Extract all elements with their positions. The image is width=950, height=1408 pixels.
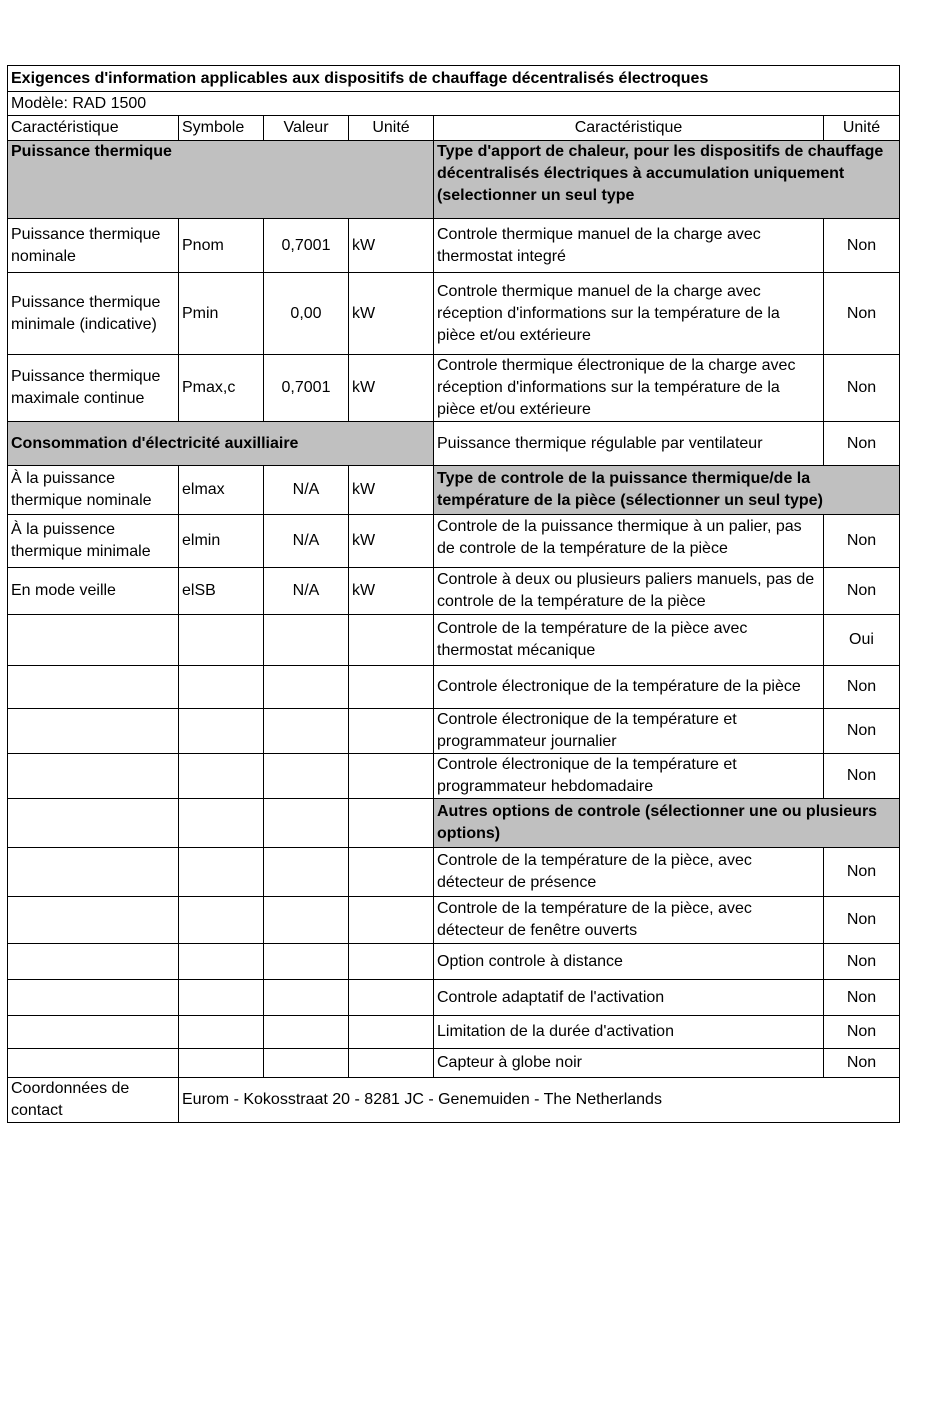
- option-value: Non: [824, 980, 900, 1016]
- option-label: Controle thermique manuel de la charge avec thermostat integré: [434, 219, 824, 273]
- empty-cell: [349, 666, 434, 709]
- empty-cell: [8, 666, 179, 709]
- option-label: Puissance thermique régulable par ventilateur: [434, 422, 824, 466]
- row-value: N/A: [264, 466, 349, 515]
- empty-cell: [264, 666, 349, 709]
- empty-cell: [264, 897, 349, 944]
- row-label: Puissance thermique nominale: [8, 219, 179, 273]
- option-value: Non: [824, 897, 900, 944]
- option-label: Controle de la température de la pièce avec thermostat mécanique: [434, 615, 824, 666]
- option-label: Controle thermique manuel de la charge avec réception d'informations sur la température de la pièce et/ou extérieure: [434, 273, 824, 355]
- empty-cell: [8, 615, 179, 666]
- option-value: Non: [824, 568, 900, 615]
- row-value: 0,7001: [264, 355, 349, 422]
- empty-cell: [264, 1016, 349, 1049]
- info-requirements-table: [7, 65, 900, 1123]
- empty-cell: [8, 848, 179, 897]
- option-label: Controle de la température de la pièce, avec détecteur de présence: [434, 848, 824, 897]
- section-storage-heat-type: Type d'apport de chaleur, pour les dispositifs de chauffage décentralisés électriques à accumulation uniquement (selectionner un seul type: [434, 141, 900, 219]
- row-symbol: Pmin: [179, 273, 264, 355]
- row-symbol: elSB: [179, 568, 264, 615]
- row-unit: kW: [349, 273, 434, 355]
- empty-cell: [8, 709, 179, 754]
- header-value: Valeur: [264, 116, 349, 141]
- option-label: Controle électronique de la température de la pièce: [434, 666, 824, 709]
- row-value: 0,00: [264, 273, 349, 355]
- empty-cell: [179, 848, 264, 897]
- row-unit: kW: [349, 466, 434, 515]
- header-characteristic-right: Caractéristique: [434, 116, 824, 141]
- row-symbol: elmin: [179, 515, 264, 568]
- empty-cell: [264, 615, 349, 666]
- contact-label: Coordonnées de contact: [8, 1078, 179, 1123]
- option-value: Non: [824, 355, 900, 422]
- option-value: Non: [824, 1016, 900, 1049]
- option-value: Non: [824, 515, 900, 568]
- option-label: Controle à deux ou plusieurs paliers manuels, pas de controle de la température de la pièce: [434, 568, 824, 615]
- empty-cell: [179, 666, 264, 709]
- empty-cell: [179, 1049, 264, 1078]
- header-characteristic: Caractéristique: [8, 116, 179, 141]
- empty-cell: [8, 980, 179, 1016]
- empty-cell: [179, 897, 264, 944]
- empty-cell: [349, 1016, 434, 1049]
- empty-cell: [8, 1016, 179, 1049]
- empty-cell: [179, 615, 264, 666]
- row-unit: kW: [349, 515, 434, 568]
- empty-cell: [349, 754, 434, 799]
- empty-cell: [264, 944, 349, 980]
- option-value: Non: [824, 273, 900, 355]
- option-value: Non: [824, 944, 900, 980]
- empty-cell: [264, 1049, 349, 1078]
- option-label: Controle électronique de la température et programmateur journalier: [434, 709, 824, 754]
- row-label: À la puissance thermique nominale: [8, 466, 179, 515]
- section-heat-output: Puissance thermique: [8, 141, 434, 219]
- empty-cell: [264, 848, 349, 897]
- row-label: Puissance thermique maximale continue: [8, 355, 179, 422]
- row-label: Puissance thermique minimale (indicative): [8, 273, 179, 355]
- empty-cell: [264, 754, 349, 799]
- empty-cell: [349, 944, 434, 980]
- empty-cell: [349, 709, 434, 754]
- row-symbol: Pnom: [179, 219, 264, 273]
- empty-cell: [179, 754, 264, 799]
- empty-cell: [349, 615, 434, 666]
- option-label: Capteur à globe noir: [434, 1049, 824, 1078]
- option-label: Controle adaptatif de l'activation: [434, 980, 824, 1016]
- option-value: Non: [824, 666, 900, 709]
- empty-cell: [349, 980, 434, 1016]
- option-value: Non: [824, 219, 900, 273]
- option-label: Limitation de la durée d'activation: [434, 1016, 824, 1049]
- option-value: Non: [824, 848, 900, 897]
- option-value: Non: [824, 754, 900, 799]
- section-control-type: Type de controle de la puissance thermique/de la température de la pièce (sélectionner un seul type): [434, 466, 900, 515]
- empty-cell: [264, 980, 349, 1016]
- empty-cell: [349, 848, 434, 897]
- option-label-text: Controle de la puissance thermique à un palier, pas de controle de la température de la pièce: [437, 518, 802, 557]
- option-label: Controle électronique de la température et programmateur hebdomadaire: [434, 754, 824, 799]
- row-label: En mode veille: [8, 568, 179, 615]
- row-symbol: Pmax,c: [179, 355, 264, 422]
- contact-details: Eurom - Kokosstraat 20 - 8281 JC - Genemuiden - The Netherlands: [179, 1078, 900, 1123]
- empty-cell: [179, 1016, 264, 1049]
- empty-cell: [8, 754, 179, 799]
- section-other-control-options: Autres options de controle (sélectionner une ou plusieurs options): [434, 799, 900, 848]
- empty-cell: [8, 944, 179, 980]
- empty-cell: [264, 799, 349, 848]
- empty-cell: [8, 799, 179, 848]
- option-label: Controle thermique électronique de la charge avec réception d'informations sur la température de la pièce et/ou extérieure: [434, 355, 824, 422]
- empty-cell: [8, 1049, 179, 1078]
- empty-cell: [179, 799, 264, 848]
- table-title: Exigences d'information applicables aux dispositifs de chauffage décentralisés électroques: [8, 66, 900, 92]
- empty-cell: [179, 944, 264, 980]
- empty-cell: [349, 897, 434, 944]
- option-value: Non: [824, 1049, 900, 1078]
- option-value: Oui: [824, 615, 900, 666]
- empty-cell: [264, 709, 349, 754]
- option-value: Non: [824, 709, 900, 754]
- row-label: À la puissence thermique minimale: [8, 515, 179, 568]
- option-label: Option controle à distance: [434, 944, 824, 980]
- empty-cell: [179, 980, 264, 1016]
- empty-cell: [8, 897, 179, 944]
- option-value: Non: [824, 422, 900, 466]
- header-unit-right: Unité: [824, 116, 900, 141]
- empty-cell: [349, 1049, 434, 1078]
- empty-cell: [179, 709, 264, 754]
- row-value: 0,7001: [264, 219, 349, 273]
- row-symbol: elmax: [179, 466, 264, 515]
- option-label: Controle de la température de la pièce, avec détecteur de fenêtre ouverts: [434, 897, 824, 944]
- row-value: N/A: [264, 515, 349, 568]
- row-unit: kW: [349, 568, 434, 615]
- header-unit: Unité: [349, 116, 434, 141]
- section-auxiliary-consumption: Consommation d'électricité auxilliaire: [8, 422, 434, 466]
- row-unit: kW: [349, 355, 434, 422]
- row-unit: kW: [349, 219, 434, 273]
- option-label: [434, 515, 824, 568]
- empty-cell: [349, 799, 434, 848]
- model-label: Modèle: RAD 1500: [8, 92, 900, 116]
- header-symbol: Symbole: [179, 116, 264, 141]
- row-value: N/A: [264, 568, 349, 615]
